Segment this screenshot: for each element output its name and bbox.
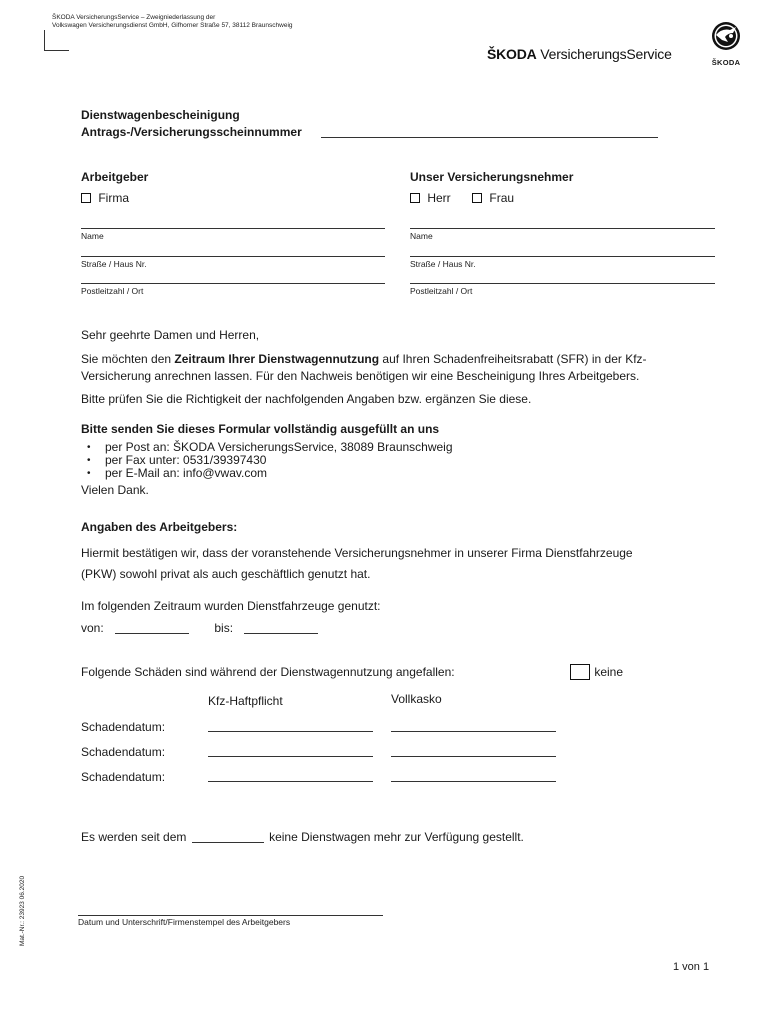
logo-text: ŠKODA [711, 58, 741, 67]
skoda-logo-icon [706, 20, 746, 54]
fold-mark [44, 30, 69, 51]
period-row [81, 621, 318, 635]
material-number-text: Mat.-Nr.: 23923 06.2020 [19, 875, 26, 946]
brand-bold: ŠKODA [487, 46, 537, 62]
intro-part-b: auf Ihren Schadenfreiheitsrabatt (SFR) in der Kfz- [379, 352, 647, 366]
intro-paragraph [81, 351, 721, 385]
sender-line-1: ŠKODA VersicherungsService – Zweigniederlassung der [52, 14, 216, 21]
damage-row-3-liability-field[interactable] [208, 781, 373, 782]
period-text: Im folgenden Zeitraum wurden Dienstfahrzeuge genutzt: [81, 599, 381, 613]
send-list [81, 441, 453, 480]
insured-zip-field[interactable] [410, 283, 715, 284]
from-date-field[interactable] [115, 622, 189, 634]
damage-row-1-label: Schadendatum: [81, 720, 166, 734]
brand-name [487, 46, 672, 62]
send-item-fax: • per Fax unter: 0531/39397430 [81, 454, 453, 467]
confirmation-text [81, 543, 721, 585]
send-item-post: • per Post an: ŠKODA VersicherungsService, 38089 Braunschweig [81, 441, 453, 454]
employer-name-caption: Name [81, 231, 104, 241]
comprehensive-column-header: Vollkasko [391, 692, 442, 706]
herr-checkbox[interactable] [410, 193, 420, 203]
sender-line-2: Volkswagen Versicherungsdienst GmbH, Gifhorner Straße 57, 38112 Braunschweig [52, 22, 293, 29]
form-title: Dienstwagenbescheinigung [81, 108, 240, 122]
confirmation-line-2: (PKW) sowohl privat als auch geschäftlich genutzt hat. [81, 567, 371, 581]
since-date-field[interactable] [192, 831, 264, 843]
liability-column-header: Kfz-Haftpflicht [208, 694, 283, 708]
send-item-email: • per E-Mail an: info@vwav.com [81, 467, 453, 480]
none-checkbox[interactable] [570, 664, 590, 680]
employer-street-field[interactable] [81, 256, 385, 257]
to-date-field[interactable] [244, 622, 318, 634]
brand-rest: VersicherungsService [536, 46, 672, 62]
since-text-a: Es werden seit dem [81, 830, 187, 844]
firma-checkbox-row [81, 191, 129, 205]
damage-row-2-liability-field[interactable] [208, 756, 373, 757]
employer-details-heading: Angaben des Arbeitgebers: [81, 520, 238, 534]
herr-label: Herr [427, 191, 451, 205]
send-heading: Bitte senden Sie dieses Formular vollständig ausgefüllt an uns [81, 422, 440, 436]
firma-checkbox[interactable] [81, 193, 91, 203]
frau-checkbox[interactable] [472, 193, 482, 203]
since-text-b: keine Dienstwagen mehr zur Verfügung gestellt. [269, 830, 524, 844]
salutation-checkbox-row [410, 191, 514, 205]
material-number [19, 856, 26, 946]
greeting: Sehr geehrte Damen und Herren, [81, 328, 260, 342]
damage-row-2-comprehensive-field[interactable] [391, 756, 556, 757]
signature-field[interactable] [78, 915, 383, 916]
sender-address [52, 14, 382, 30]
application-number-field[interactable] [321, 137, 658, 138]
skoda-logo [706, 20, 746, 67]
frau-label: Frau [489, 191, 515, 205]
thanks: Vielen Dank. [81, 483, 149, 497]
insured-name-caption: Name [410, 231, 433, 241]
employer-name-field[interactable] [81, 228, 385, 229]
insured-heading: Unser Versicherungsnehmer [410, 170, 574, 184]
insured-street-caption: Straße / Haus Nr. [410, 259, 476, 269]
to-label: bis: [214, 621, 234, 635]
employer-heading: Arbeitgeber [81, 170, 149, 184]
page-number: 1 von 1 [673, 961, 710, 973]
none-label: keine [594, 665, 624, 679]
intro-bold: Zeitraum Ihrer Dienstwagennutzung [174, 352, 380, 366]
damage-row-2-label: Schadendatum: [81, 745, 166, 759]
damage-row-1-comprehensive-field[interactable] [391, 731, 556, 732]
employer-zip-caption: Postleitzahl / Ort [81, 286, 144, 296]
damage-row-3-label: Schadendatum: [81, 770, 166, 784]
from-label: von: [81, 621, 104, 635]
confirmation-line-1: Hiermit bestätigen wir, dass der voranstehende Versicherungsnehmer in unserer Firma Dienstfahrzeuge [81, 546, 633, 560]
damage-row-3-comprehensive-field[interactable] [391, 781, 556, 782]
employer-zip-field[interactable] [81, 283, 385, 284]
intro-part-a: Sie möchten den [81, 352, 175, 366]
check-paragraph: Bitte prüfen Sie die Richtigkeit der nachfolgenden Angaben bzw. ergänzen Sie diese. [81, 392, 532, 406]
firma-label: Firma [98, 191, 130, 205]
employer-street-caption: Straße / Haus Nr. [81, 259, 147, 269]
damage-row-1-liability-field[interactable] [208, 731, 373, 732]
damages-text: Folgende Schäden sind während der Dienstwagennutzung angefallen: [81, 665, 455, 679]
intro-line-2: Versicherung anrechnen lassen. Für den Nachweis benötigen wir eine Bescheinigung Ihres Arbeitgebers. [81, 369, 640, 383]
application-number-label: Antrags-/Versicherungsscheinnummer [81, 125, 302, 139]
no-company-car-row [81, 830, 524, 844]
insured-street-field[interactable] [410, 256, 715, 257]
insured-zip-caption: Postleitzahl / Ort [410, 286, 473, 296]
signature-caption: Datum und Unterschrift/Firmenstempel des Arbeitgebers [78, 917, 291, 927]
insured-name-field[interactable] [410, 228, 715, 229]
none-checkbox-row [570, 664, 623, 680]
